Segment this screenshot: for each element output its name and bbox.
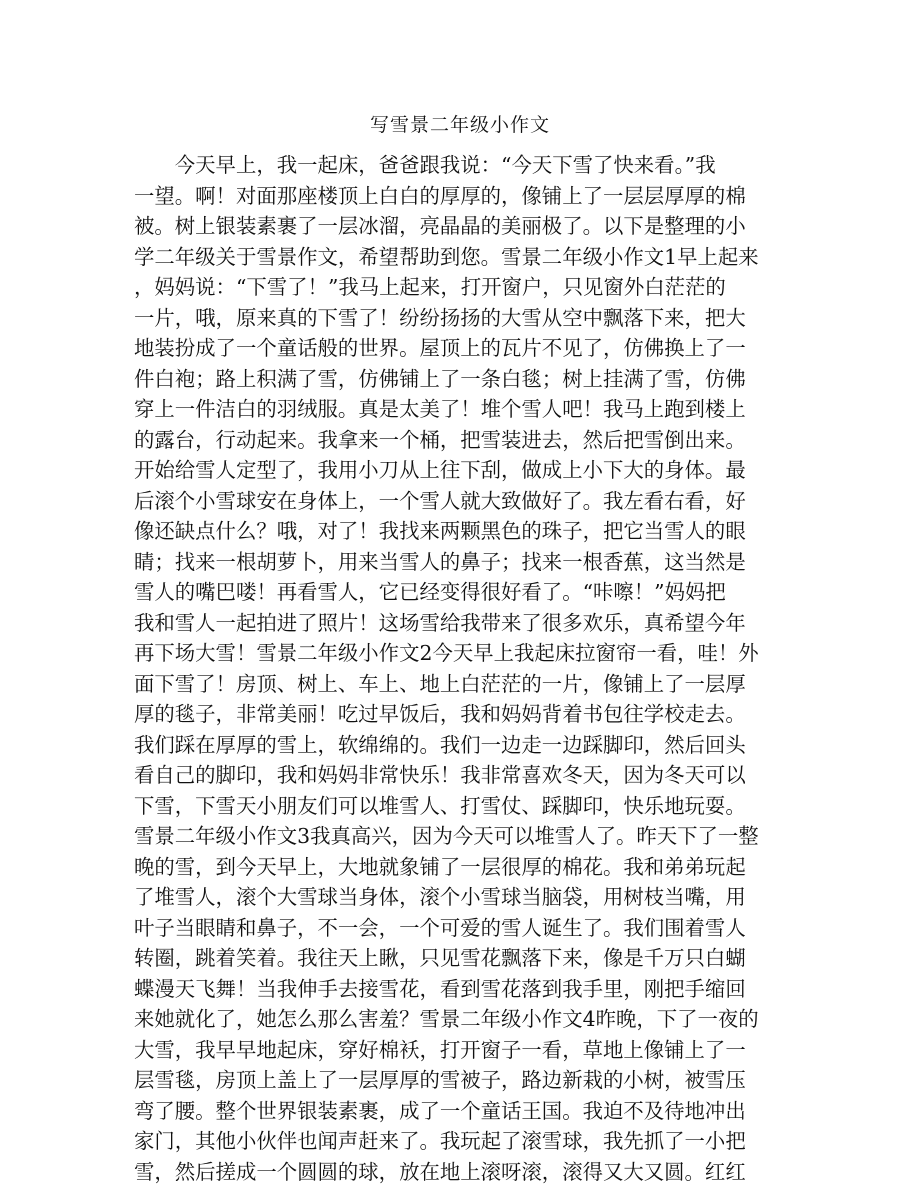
- essay-body: [134, 150, 794, 1187]
- essay-line: 大雪，我早早地起床，穿好棉袄，打开窗子一看，草地上像铺上了一: [134, 1037, 746, 1062]
- essay-line: 蝶漫天飞舞！当我伸手去接雪花，看到雪花落到我手里，刚把手缩回: [134, 976, 746, 1001]
- essay-line: ，妈妈说：“下雪了！”我马上起来，打开窗户，只见窗外白茫茫的: [134, 275, 726, 299]
- essay-line: 今天早上，我一起床，爸爸跟我说：“今天下雪了快来看。”我: [134, 153, 716, 177]
- essay-line: 雪，然后搓成一个圆圆的球，放在地上滚呀滚，滚得又大又圆。红红: [134, 1159, 746, 1184]
- essay-line: 被。树上银装素裹了一层冰溜，亮晶晶的美丽极了。以下是整理的小: [134, 214, 746, 238]
- essay-line: 厚的毯子，非常美丽！吃过早饭后，我和妈妈背着书包往学校走去。: [134, 702, 746, 726]
- essay-line: 我们踩在厚厚的雪上，软绵绵的。我们一边走一边踩脚印，然后回头: [134, 732, 746, 757]
- essay-line: 转圈，跳着笑着。我往天上瞅，只见雪花飘落下来，像是千万只白蝴: [134, 946, 746, 970]
- essay-line: 雪景二年级小作文3我真高兴，因为今天可以堆雪人了。昨天下了一整: [134, 824, 759, 848]
- essay-line: 晚的雪，到今天早上，大地就象铺了一层很厚的棉花。我和弟弟玩起: [134, 854, 746, 879]
- essay-line: 来她就化了，她怎么那么害羞？雪景二年级小作文4昨晚，下了一夜的: [134, 1007, 759, 1031]
- essay-line: 开始给雪人定型了，我用小刀从上往下刮，做成上小下大的身体。最: [134, 458, 746, 482]
- essay-line: 穿上一件洁白的羽绒服。真是太美了！堆个雪人吧！我马上跑到楼上: [134, 397, 746, 421]
- essay-line: 睛；找来一根胡萝卜，用来当雪人的鼻子；找来一根香蕉，这当然是: [134, 549, 746, 574]
- essay-line: 一望。啊！对面那座楼顶上白白的厚厚的，像铺上了一层层厚厚的棉: [134, 183, 746, 208]
- essay-line: 雪人的嘴巴喽！再看雪人，它已经变得很好看了。“咔嚓！”妈妈把: [134, 580, 726, 604]
- essay-line: 我和雪人一起拍进了照片！这场雪给我带来了很多欢乐，真希望今年: [134, 610, 746, 635]
- document-title: 写雪景二年级小作文: [369, 114, 550, 136]
- essay-line: 件白袍；路上积满了雪，仿佛铺上了一条白毯；树上挂满了雪，仿佛: [134, 366, 746, 391]
- essay-line: 面下雪了！房顶、树上、车上、地上白茫茫的一片，像铺上了一层厚: [134, 671, 746, 696]
- essay-line: 了堆雪人，滚个大雪球当身体，滚个小雪球当脑袋，用树枝当嘴，用: [134, 885, 746, 909]
- essay-line: 学二年级关于雪景作文，希望帮助到您。雪景二年级小作文1早上起来: [134, 244, 759, 269]
- essay-line: 层雪毯，房顶上盖上了一层厚厚的雪被子，路边新栽的小树，被雪压: [134, 1068, 746, 1092]
- essay-line: 一片，哦，原来真的下雪了！纷纷扬扬的大雪从空中飘落下来，把大: [134, 305, 746, 330]
- essay-line: 弯了腰。整个世界银装素裹，成了一个童话王国。我迫不及待地冲出: [134, 1098, 746, 1123]
- essay-line: 叶子当眼睛和鼻子，不一会，一个可爱的雪人诞生了。我们围着雪人: [134, 915, 746, 940]
- essay-line: 看自己的脚印，我和妈妈非常快乐！我非常喜欢冬天，因为冬天可以: [134, 763, 746, 787]
- essay-line: 后滚个小雪球安在身体上，一个雪人就大致做好了。我左看右看，好: [134, 488, 746, 513]
- essay-line: 再下场大雪！雪景二年级小作文2今天早上我起床拉窗帘一看，哇！外: [134, 641, 759, 665]
- essay-line: 像还缺点什么？哦，对了！我找来两颗黑色的珠子，把它当雪人的眼: [134, 519, 746, 543]
- essay-line: 地装扮成了一个童话般的世界。屋顶上的瓦片不见了，仿佛换上了一: [134, 336, 746, 360]
- essay-line: 家门，其他小伙伴也闻声赶来了。我玩起了滚雪球，我先抓了一小把: [134, 1129, 746, 1153]
- essay-line: 的露台，行动起来。我拿来一个桶，把雪装进去，然后把雪倒出来。: [134, 427, 746, 452]
- essay-line: 下雪，下雪天小朋友们可以堆雪人、打雪仗、踩脚印，快乐地玩耍。: [134, 793, 746, 818]
